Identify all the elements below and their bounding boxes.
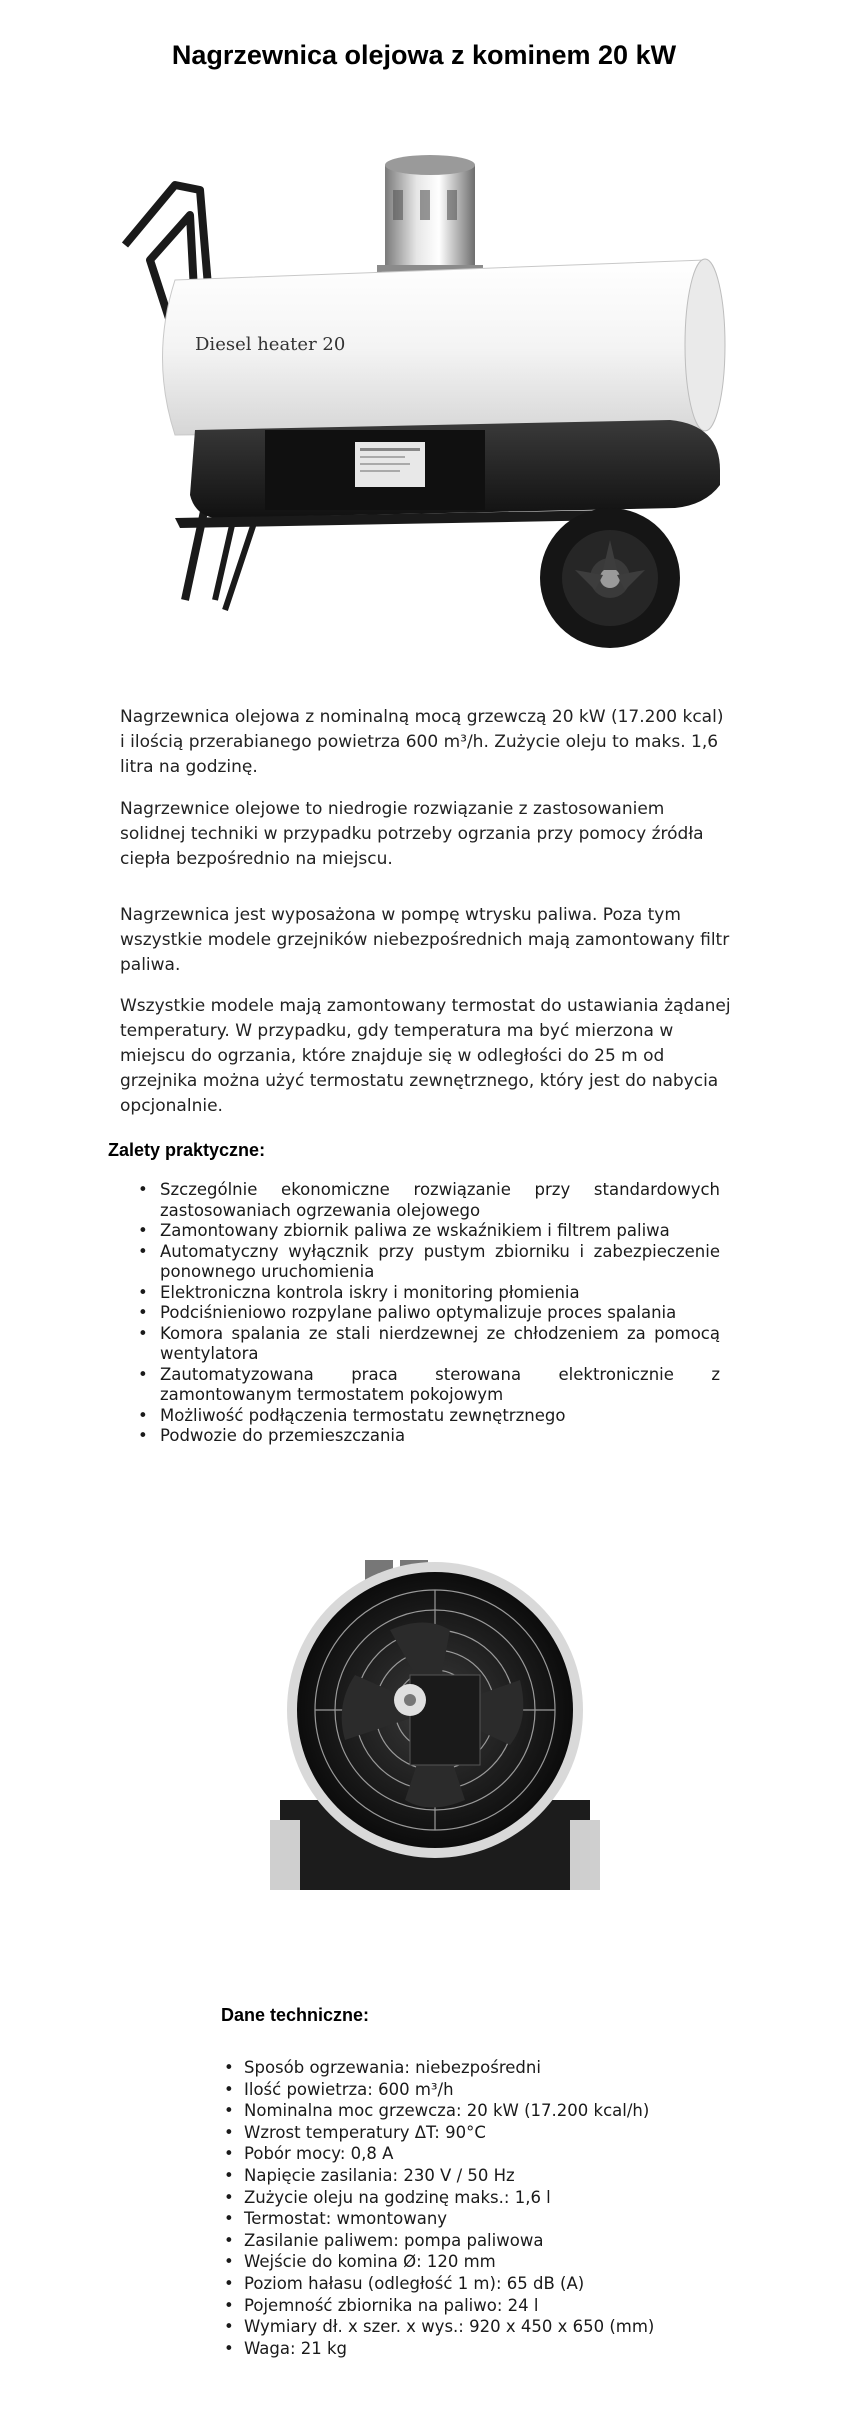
heater-fan-image [250,1560,620,1890]
list-item: • Nominalna moc grzewcza: 20 kW (17.200 kcal/h) [244,2100,804,2122]
list-item: • Wymiary dł. x szer. x wys.: 920 x 450 x 650 (mm) [244,2316,804,2338]
page-title: Nagrzewnica olejowa z kominem 20 kW [171,40,677,70]
list-item: • Zamontowany zbiornik paliwa ze wskaźnikiem i filtrem paliwa [160,1221,720,1242]
list-item: • Możliwość podłączenia termostatu zewnętrznego [160,1406,720,1427]
list-item: • Ilość powietrza: 600 m³/h [244,2079,804,2101]
list-item: • Waga: 21 kg [244,2338,804,2360]
list-item: • Szczególnie ekonomiczne rozwiązanie przy standardowych zastosowaniach ogrzewania olejowego [160,1180,720,1221]
list-item: • Termostat: wmontowany [244,2208,804,2230]
advantages-heading: Zalety praktyczne: [108,1140,266,1160]
heater-product-image [55,130,735,660]
description-paragraph-4: Wszystkie modele mają zamontowany termostat do ustawiania żądanej temperatury. W przypadku, gdy temperatura ma być mierzona w miejscu do ogrzania, które znajduje się w odległości do 25 m od grzejnika można użyć termostatu zewnętrznego, który jest do nabycia opcjonalnie. [120,996,731,1116]
description-paragraph-3: Nagrzewnica jest wyposażona w pompę wtrysku paliwa. Poza tym wszystkie modele grzejników niebezpośrednich mają zamontowany filtr paliwa. [120,905,730,975]
list-item: • Zużycie oleju na godzinę maks.: 1,6 l [244,2187,804,2209]
list-item: • Podwozie do przemieszczania [160,1426,720,1447]
advantages-list [160,1180,720,1447]
technical-list [244,2057,804,2359]
list-item: • Pobór mocy: 0,8 A [244,2143,804,2165]
list-item: • Wejście do komina Ø: 120 mm [244,2251,804,2273]
technical-heading: Dane techniczne: [221,2005,370,2025]
list-item: • Komora spalania ze stali nierdzewnej ze chłodzeniem za pomocą wentylatora [160,1324,720,1365]
list-item: • Poziom hałasu (odległość 1 m): 65 dB (A) [244,2273,804,2295]
heater-model-label: Diesel heater 20 [195,334,346,355]
list-item: • Zautomatyzowana praca sterowana elektronicznie z zamontowanym termostatem pokojowym [160,1365,720,1406]
fan-illustration [250,1560,620,1890]
list-item: • Napięcie zasilania: 230 V / 50 Hz [244,2165,804,2187]
list-item: • Elektroniczna kontrola iskry i monitoring płomienia [160,1283,720,1304]
list-item: • Automatyczny wyłącznik przy pustym zbiorniku i zabezpieczenie ponownego uruchomienia [160,1242,720,1283]
list-item: • Pojemność zbiornika na paliwo: 24 l [244,2295,804,2317]
heater-illustration [55,130,735,660]
description-paragraph-2: Nagrzewnice olejowe to niedrogie rozwiązanie z zastosowaniem solidnej techniki w przypadku potrzeby ogrzania przy pomocy źródła ciepła bezpośrednio na miejscu. [120,799,704,869]
description-paragraph-1: Nagrzewnica olejowa z nominalną mocą grzewczą 20 kW (17.200 kcal) i ilością przerabianego powietrza 600 m³/h. Zużycie oleju to maks. 1,6 litra na godzinę. [120,707,724,777]
list-item: • Podciśnieniowo rozpylane paliwo optymalizuje proces spalania [160,1303,720,1324]
list-item: • Sposób ogrzewania: niebezpośredni [244,2057,804,2079]
list-item: • Zasilanie paliwem: pompa paliwowa [244,2230,804,2252]
list-item: • Wzrost temperatury ΔT: 90°C [244,2122,804,2144]
